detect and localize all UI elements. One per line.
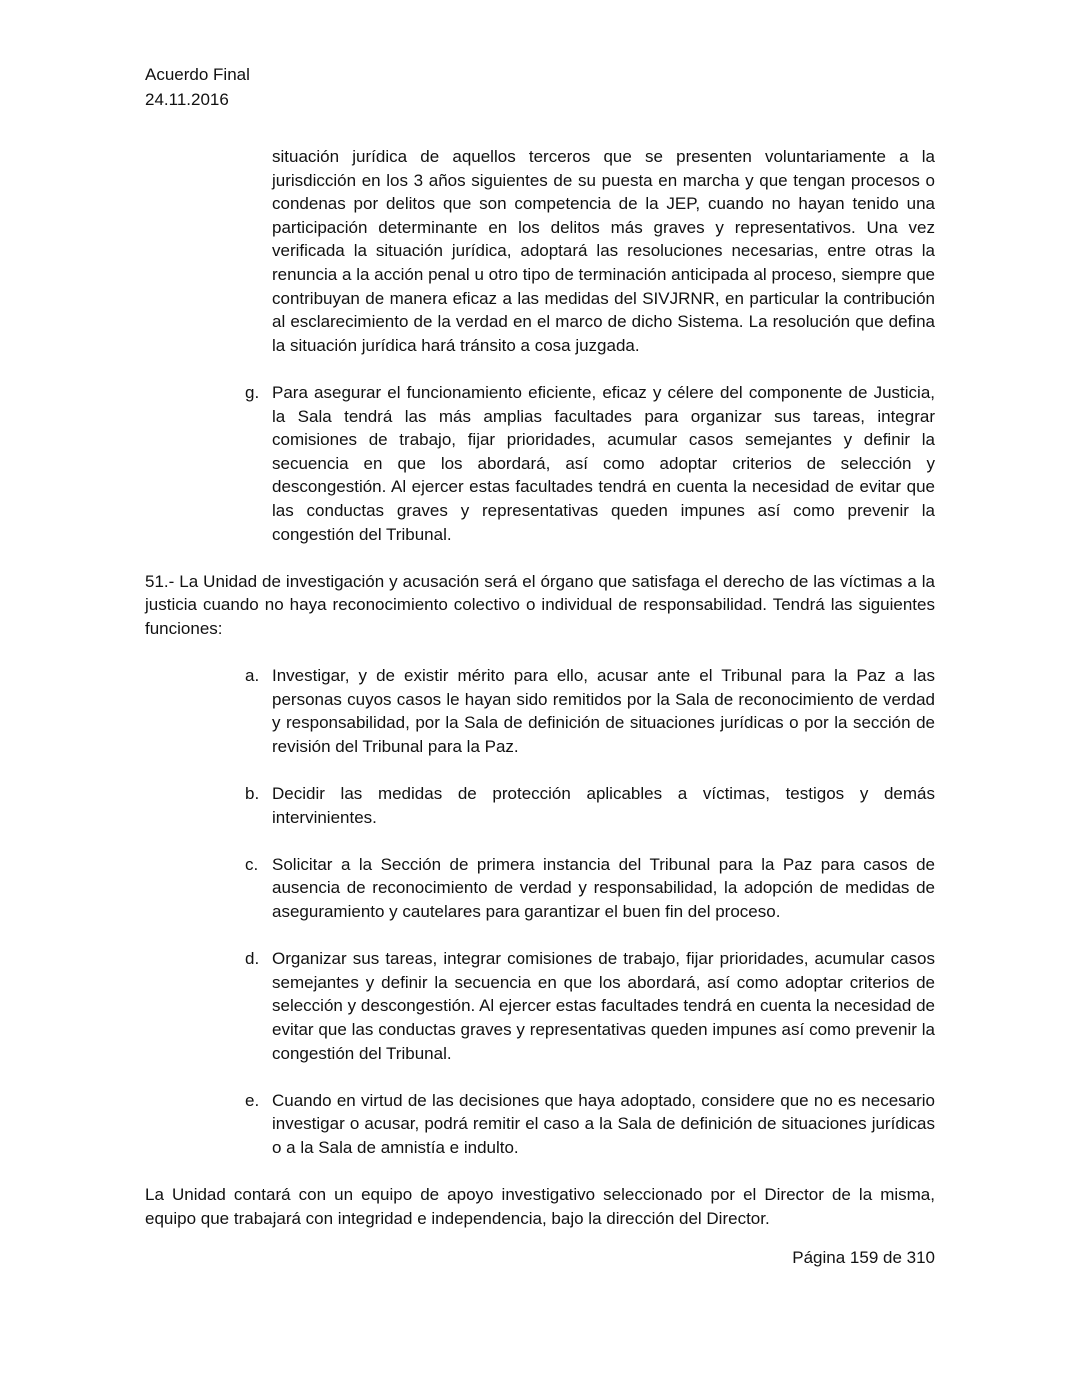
page-header — [145, 62, 250, 112]
list-item-g — [145, 381, 935, 546]
list-item-e — [145, 1089, 935, 1160]
document-body — [145, 145, 935, 1230]
closing-paragraph: La Unidad contará con un equipo de apoyo investigativo seleccionado por el Director de la misma, equipo que trabajará con integridad e independencia, bajo la dirección del Director. — [145, 1185, 935, 1228]
page-number: Página 159 de 310 — [792, 1248, 935, 1267]
list-item-d — [145, 947, 935, 1065]
section-51-intro: 51.- La Unidad de investigación y acusación será el órgano que satisfaga el derecho de las víctimas a la justicia cuando no haya reconocimiento colectivo o individual de responsabilidad. Tendrá las siguientes funciones: — [145, 571, 935, 638]
document-title: Acuerdo Final — [145, 65, 250, 84]
continuation-paragraph: situación jurídica de aquellos terceros que se presenten voluntariamente a la jurisdicción en los 3 años siguientes de su puesta en marcha y que tengan procesos o condenas por delitos que son competencia de la JEP, cuando no hayan tenido una participación determinante en los delitos más graves y representativos. Una vez verificada la situación jurídica, adoptará las resoluciones necesarias, entre otras la renuncia a la acción penal u otro tipo de terminación anticipada al proceso, siempre que contribuyan de manera eficaz a las medidas del SIVJRNR, en particular la contribución al esclarecimiento de la verdad en el marco de dicho Sistema. La resolución que defina la situación jurídica hará tránsito a cosa juzgada. — [272, 147, 935, 355]
list-marker: c. — [245, 854, 259, 874]
list-marker: e. — [245, 1090, 260, 1110]
list-marker: a. — [245, 666, 260, 686]
list-item-text: Para asegurar el funcionamiento eficiente, eficaz y célere del componente de Justicia, la Sala tendrá las más amplias facultades para organizar sus tareas, integrar comisiones de trabajo, fijar prioridades, acumular casos semejantes y definir la secuencia en que los abordará, así como adoptar criterios de selección y descongestión. Al ejercer estas facultades tendrá en cuenta la necesidad de evitar que las conductas graves y representativas queden impunes así como prevenir la congestión del Tribunal. — [272, 382, 935, 544]
list-item-b — [145, 782, 935, 829]
document-date: 24.11.2016 — [145, 90, 229, 109]
list-item-a — [145, 664, 935, 758]
list-item-text: Cuando en virtud de las decisiones que haya adoptado, considere que no es necesario investigar o acusar, podrá remitir el caso a la Sala de definición de situaciones jurídicas o a la Sala de amnistía e indulto. — [272, 1090, 935, 1157]
list-marker: g. — [245, 382, 260, 402]
list-item-text: Solicitar a la Sección de primera instancia del Tribunal para la Paz para casos de ausencia de reconocimiento de verdad y responsabilidad, la adopción de medidas de aseguramiento y cautelares para garantizar el buen fin del proceso. — [272, 854, 935, 921]
list-item-text: Investigar, y de existir mérito para ello, acusar ante el Tribunal para la Paz a las personas cuyos casos le hayan sido remitidos por la Sala de reconocimiento de verdad y responsabilidad, por la Sala de definición de situaciones jurídicas o por la sección de revisión del Tribunal para la Paz. — [272, 666, 935, 756]
list-item-text: Decidir las medidas de protección aplicables a víctimas, testigos y demás intervinientes. — [272, 784, 935, 827]
list-marker: b. — [245, 784, 260, 804]
list-marker: d. — [245, 949, 260, 969]
list-item-text: Organizar sus tareas, integrar comisiones de trabajo, fijar prioridades, acumular casos semejantes y definir la secuencia en que los abordará, así como adoptar criterios de selección y descongestión. Al ejercer estas facultades tendrá en cuenta la necesidad de evitar que las conductas graves y representativas queden impunes así como prevenir la congestión del Tribunal. — [272, 949, 935, 1063]
list-item-c — [145, 853, 935, 924]
